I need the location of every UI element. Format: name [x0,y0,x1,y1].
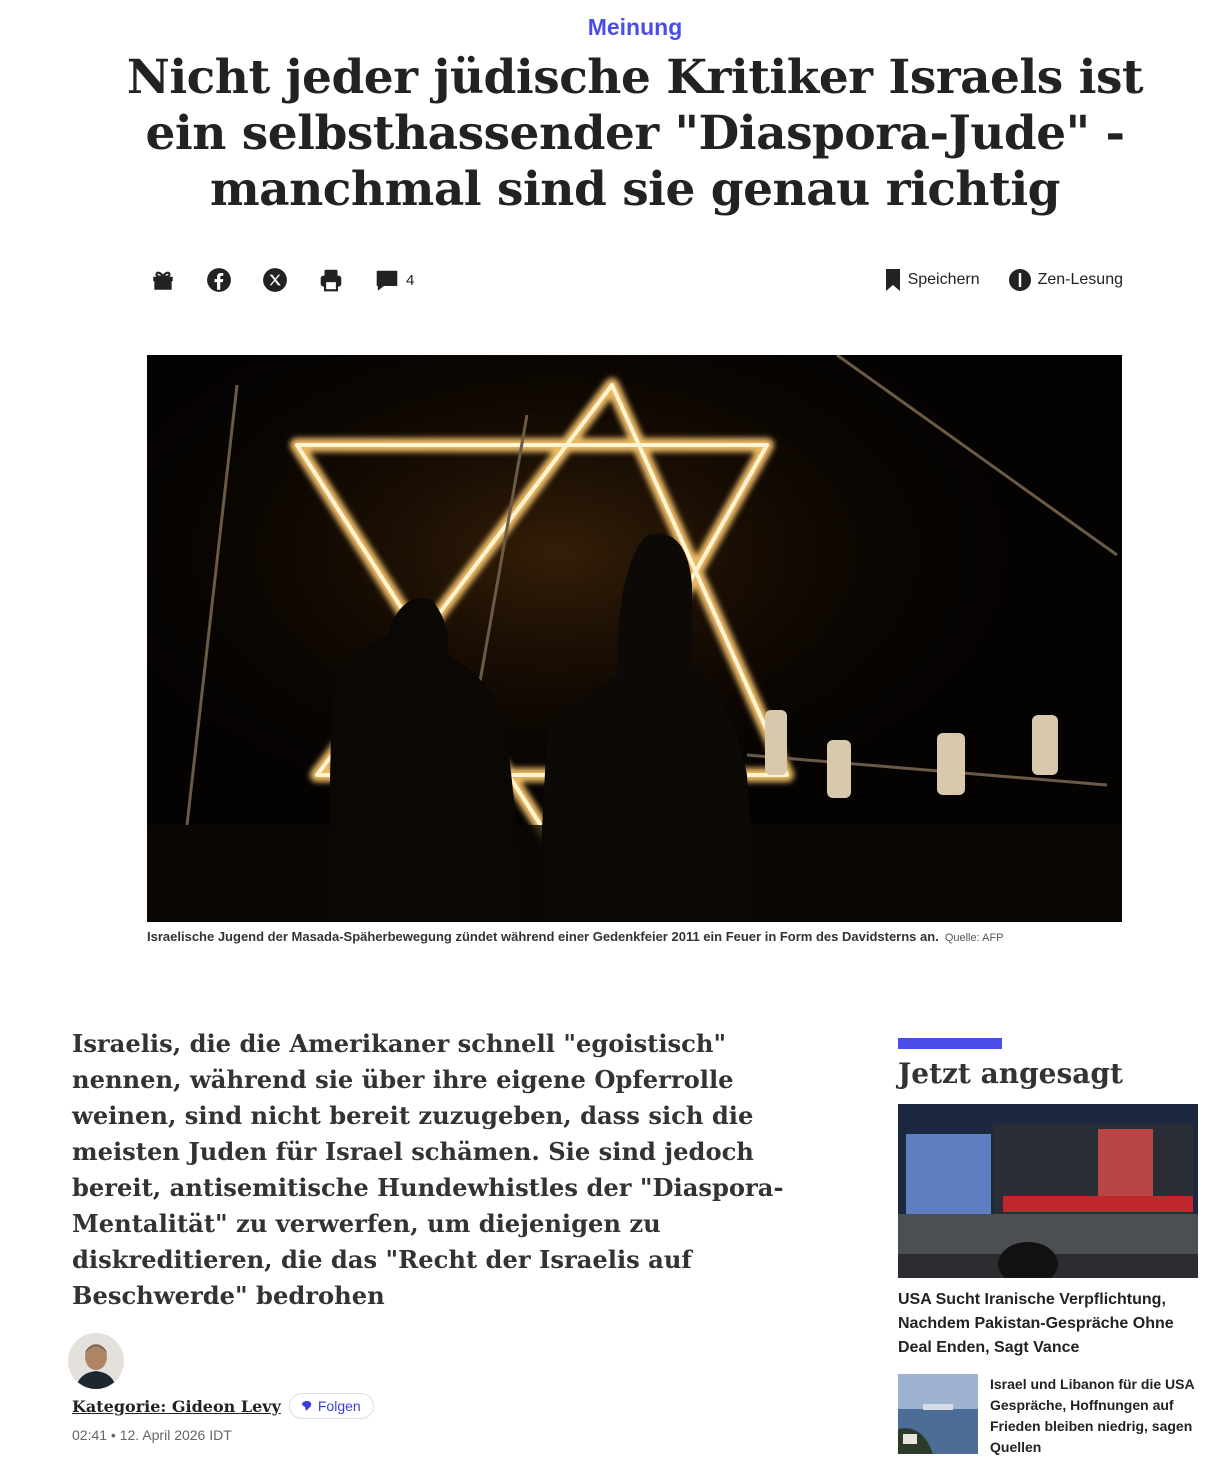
trending-item[interactable] [898,1374,1200,1458]
print-icon[interactable] [316,265,346,295]
zen-reading-button[interactable] [1008,268,1123,292]
trending-sidebar [898,1038,1200,1458]
comment-count: 4 [406,271,415,289]
author-name[interactable]: Kategorie: Gideon Levy [72,1396,281,1416]
trending-item-headline[interactable]: USA Sucht Iranische Verpflichtung, Nachdem Pakistan-Gespräche Ohne Deal Enden, Sagt Vance [898,1291,1174,1356]
hero-image [147,355,1122,922]
bookmark-icon [884,268,902,292]
save-label: Speichern [907,271,980,288]
sidebar-accent-bar [898,1038,1002,1049]
sidebar-title: Jetzt angesagt [898,1057,1123,1090]
facebook-icon[interactable] [204,265,234,295]
article-subtitle: Israelis, die die Amerikaner schnell "egoistisch" nennen, während sie über ihre eigene Opferrolle weinen, sind nicht bereit zuzugeben, dass sich die meisten Juden für Israel schämen. Sie sind jedoch bereit, antisemitische Hundewhistles der "Diaspora-Mentalität" zu verwerfen, um diejenigen zu diskreditieren, die das "Recht der Israelis auf Beschwerde" bedrohen [72,1029,784,1310]
dateline: 02:41 • 12. April 2026 IDT [72,1427,232,1443]
comments-button[interactable] [372,265,414,295]
share-icons [148,262,414,298]
caption-text: Israelische Jugend der Masada-Späherbewegung zündet während einer Gedenkfeier 2011 ein Feuer in Form des Davidsterns an. [147,929,939,944]
author-block [68,1333,374,1443]
follow-button[interactable] [289,1393,374,1419]
article-headline: Nicht jeder jüdische Kritiker Israels ist ein selbsthassender "Diaspora-Jude" - manchmal sind sie genau richtig [126,50,1144,217]
x-icon[interactable] [260,265,290,295]
zen-icon [1008,268,1032,292]
comment-icon [372,265,402,295]
photo-credit: Quelle: AFP [944,932,1004,944]
follow-label: Folgen [317,1398,361,1414]
section-label[interactable]: Meinung [587,14,683,40]
hero-caption [147,929,1147,944]
avatar[interactable] [68,1333,124,1389]
trending-item-thumbnail[interactable] [898,1374,978,1454]
save-button[interactable] [884,268,980,292]
follow-icon [300,1399,314,1413]
trending-item-image[interactable] [898,1104,1198,1278]
article-actions [884,262,1123,298]
trending-item-headline[interactable]: Israel und Libanon für die USA Gespräche, Hoffnungen auf Frieden bleiben niedrig, sagen Quellen [990,1376,1195,1455]
zen-label: Zen-Lesung [1037,271,1123,288]
gift-icon[interactable] [148,265,178,295]
share-bar [148,262,1123,298]
